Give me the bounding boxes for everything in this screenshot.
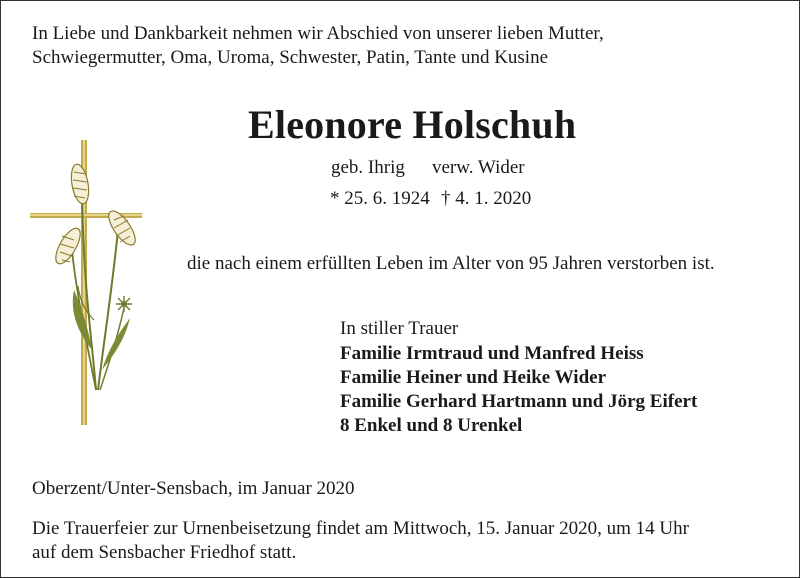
intro-line-2: Schwiegermutter, Oma, Uroma, Schwester, Patin, Tante und Kusine xyxy=(32,47,549,68)
mourners-heading: In stiller Trauer xyxy=(340,318,459,339)
cross-horizontal-highlight xyxy=(30,214,142,216)
wheat-ear xyxy=(69,163,92,205)
birth-name: geb. Ihrig xyxy=(331,157,405,178)
funeral-line-1: Die Trauerfeier zur Urnenbeisetzung findet am Mittwoch, 15. Januar 2020, um 14 Uhr xyxy=(32,518,689,539)
mourner-line: Familie Heiner und Heike Wider xyxy=(340,367,606,388)
widowed-name: verw. Wider xyxy=(432,157,525,178)
funeral-line-2: auf dem Sensbacher Friedhof statt. xyxy=(32,542,297,563)
flower xyxy=(116,296,132,312)
mourner-line: 8 Enkel und 8 Urenkel xyxy=(340,415,523,436)
intro-line-1: In Liebe und Dankbarkeit nehmen wir Abschied von unserer lieben Mutter, xyxy=(32,23,604,44)
mourner-line: Familie Irmtraud und Manfred Heiss xyxy=(340,343,644,364)
deceased-name: Eleonore Holschuh xyxy=(248,102,577,147)
mourner-line: Familie Gerhard Hartmann und Jörg Eifert xyxy=(340,391,698,412)
place-date: Oberzent/Unter-Sensbach, im Januar 2020 xyxy=(32,478,355,499)
death-date: † 4. 1. 2020 xyxy=(441,188,532,209)
birth-date: * 25. 6. 1924 xyxy=(330,188,430,209)
cross-with-wheat-icon xyxy=(26,140,156,430)
life-note: die nach einem erfüllten Leben im Alter von 95 Jahren verstorben ist. xyxy=(187,253,715,274)
wheat-ear xyxy=(51,225,85,268)
